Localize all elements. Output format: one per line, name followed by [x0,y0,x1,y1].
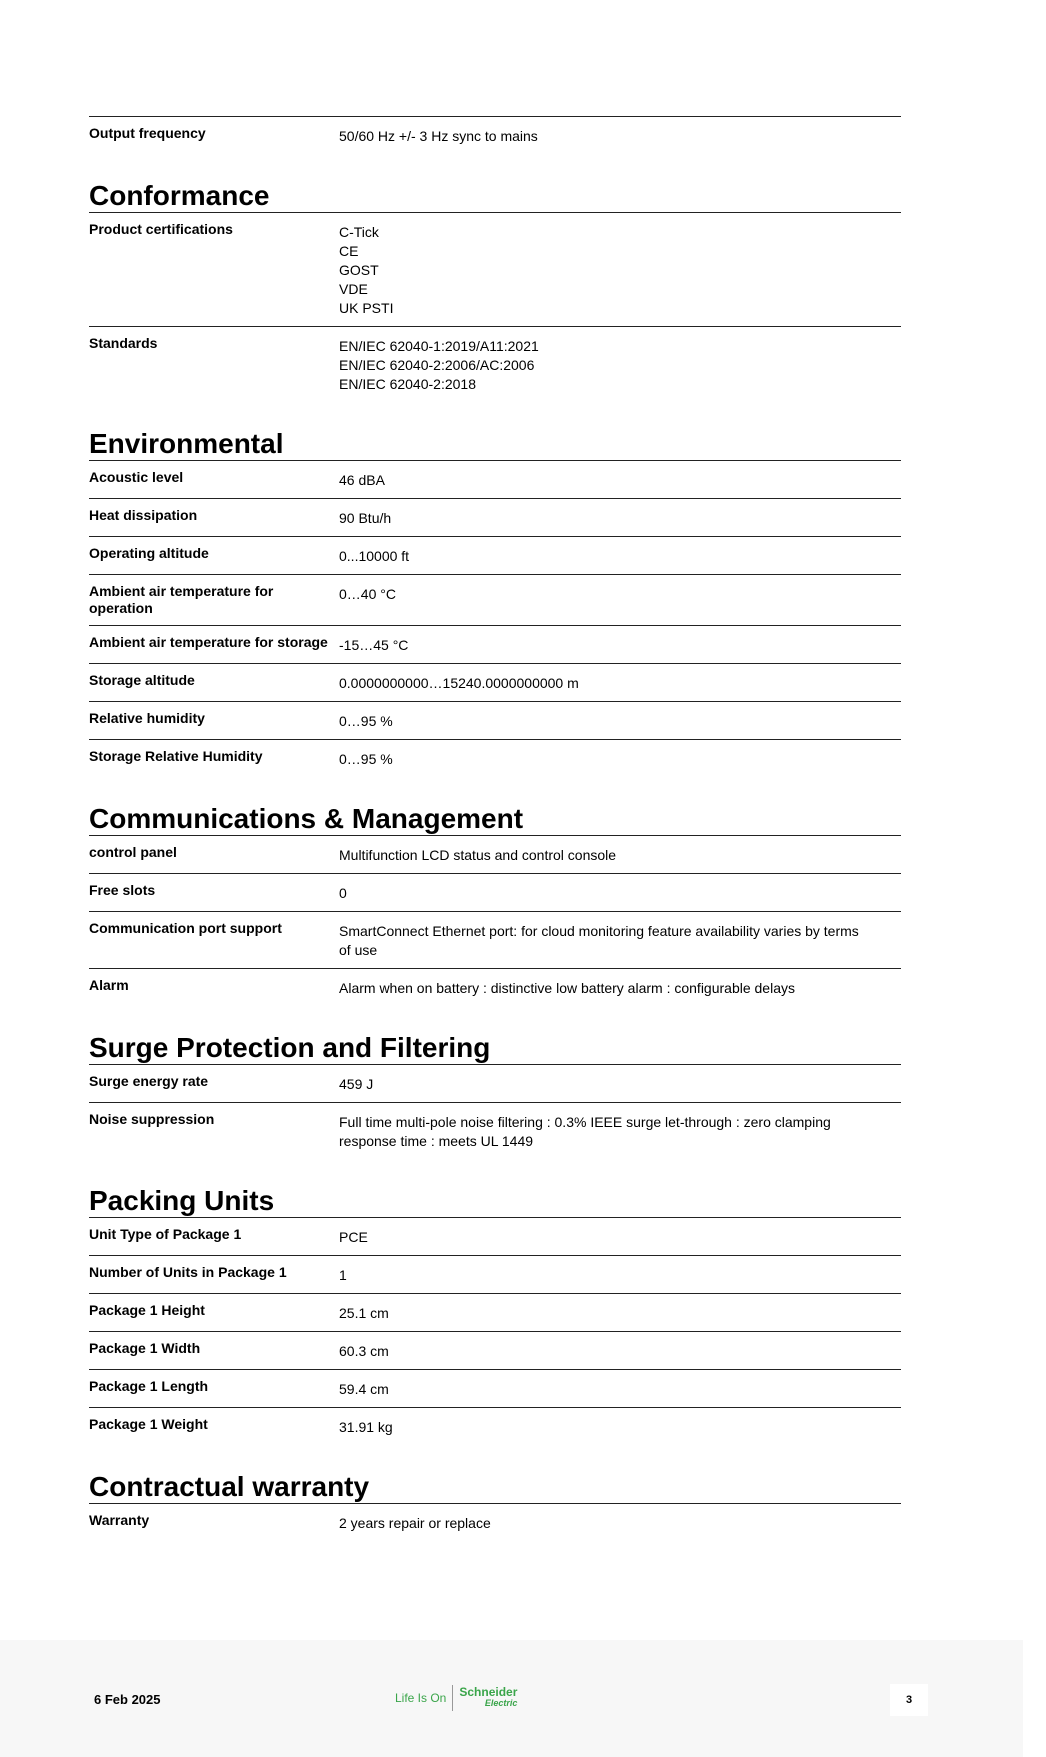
spec-value: 0…95 % [339,751,393,767]
spec-row [89,1217,901,1255]
spec-label: Output frequency [89,125,206,141]
spec-row [89,835,901,873]
page-footer [0,1640,1023,1757]
section-title: Surge Protection and Filtering [89,1032,491,1063]
spec-label: Relative humidity [89,710,205,726]
spec-label: Package 1 Length [89,1378,209,1394]
schneider-logo [395,1685,517,1711]
spec-value: 25.1 cm [339,1305,389,1321]
spec-value: PCE [339,1229,368,1245]
spec-label: Package 1 Weight [89,1416,208,1432]
spec-row [89,212,901,326]
spec-value: 50/60 Hz +/- 3 Hz sync to mains [339,128,538,144]
spec-label: Ambient air temperature for storage [89,634,328,650]
section-packing-units [89,1185,901,1445]
spec-value: 459 J [339,1076,374,1092]
spec-label: Standards [89,335,158,351]
spec-value: C-Tick CE GOST VDE UK PSTI [339,224,394,316]
logo-brand-top: Schneider [459,1685,518,1699]
section-contractual-warranty [89,1471,901,1541]
logo-tagline: Life Is On [395,1685,453,1711]
spec-row [89,911,901,968]
spec-row [89,574,901,625]
spec-value: 31.91 kg [339,1419,393,1435]
section-title: Environmental [89,428,284,459]
spec-row [89,1407,901,1445]
section-communications-management [89,803,901,1006]
sections-container [89,180,901,1541]
spec-label: Surge energy rate [89,1073,209,1089]
spec-row [89,968,901,1006]
spec-row [89,873,901,911]
spec-label: Number of Units in Package 1 [89,1264,287,1280]
spec-value: 60.3 cm [339,1343,389,1359]
spec-value: Alarm when on battery : distinctive low battery alarm : configurable delays [339,980,795,996]
spec-row [89,739,901,777]
spec-row [89,701,901,739]
spec-label: Package 1 Height [89,1302,205,1318]
section-title: Conformance [89,180,270,211]
spec-row [89,326,901,402]
spec-row [89,1255,901,1293]
spec-row-output-frequency [89,116,901,154]
spec-label: Unit Type of Package 1 [89,1226,242,1242]
spec-row [89,1369,901,1407]
section-surge-protection-and-filtering [89,1032,901,1159]
spec-value: Full time multi-pole noise filtering : 0.3% IEEE surge let-through : zero clamping response time : meets UL 1449 [339,1114,831,1149]
spec-label: Package 1 Width [89,1340,201,1356]
datasheet-content [89,116,901,1541]
spec-value: 46 dBA [339,472,385,488]
spec-label: Alarm [89,977,129,993]
spec-row [89,1293,901,1331]
spec-value: 0.0000000000…15240.0000000000 m [339,675,579,691]
spec-value: 0…95 % [339,713,393,729]
spec-label: Storage Relative Humidity [89,748,263,764]
spec-label: Acoustic level [89,469,184,485]
spec-label: control panel [89,844,177,860]
spec-label: Free slots [89,882,156,898]
spec-row [89,536,901,574]
spec-value: -15…45 °C [339,637,409,653]
spec-row [89,1331,901,1369]
spec-row [89,663,901,701]
section-title: Contractual warranty [89,1471,370,1502]
spec-value: 1 [339,1267,347,1283]
spec-value: 0...10000 ft [339,548,410,564]
spec-row [89,460,901,498]
spec-label: Heat dissipation [89,507,198,523]
spec-row [89,1102,901,1159]
section-conformance [89,180,901,402]
footer-date: 6 Feb 2025 [94,1692,161,1707]
spec-value: 2 years repair or replace [339,1515,491,1531]
spec-value: 0 [339,885,347,901]
spec-label: Ambient air temperature for operation [89,583,274,616]
spec-value: 0…40 °C [339,586,396,602]
logo-brand [453,1687,517,1709]
spec-row [89,1503,901,1541]
section-environmental [89,428,901,777]
spec-value: EN/IEC 62040-1:2019/A11:2021 EN/IEC 62040-2:2006/AC:2006 EN/IEC 62040-2:2018 [339,338,539,392]
spec-row [89,498,901,536]
spec-label: Storage altitude [89,672,195,688]
section-title: Communications & Management [89,803,524,834]
spec-label: Communication port support [89,920,282,936]
spec-value: SmartConnect Ethernet port: for cloud monitoring feature availability varies by terms of use [339,923,859,958]
spec-label: Warranty [89,1512,150,1528]
spec-row [89,1064,901,1102]
spec-value: 90 Btu/h [339,510,392,526]
spec-label: Product certifications [89,221,233,237]
spec-label: Operating altitude [89,545,209,561]
section-title: Packing Units [89,1185,275,1216]
spec-row [89,625,901,663]
logo-brand-bottom: Electric [484,1698,518,1708]
spec-label: Noise suppression [89,1111,215,1127]
spec-value: 59.4 cm [339,1381,389,1397]
spec-value: Multifunction LCD status and control console [339,847,617,863]
page-number: 3 [890,1684,928,1716]
